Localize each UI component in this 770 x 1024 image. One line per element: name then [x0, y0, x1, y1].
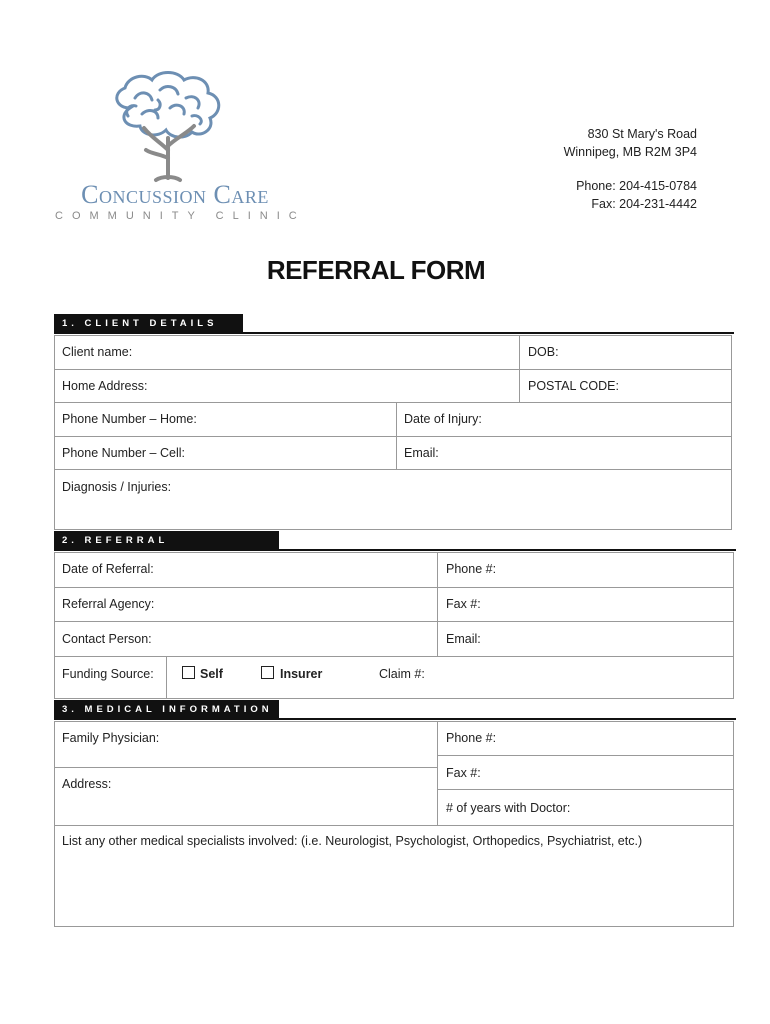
row-divider: [54, 656, 734, 657]
row-divider: [54, 825, 734, 826]
contact-phone: Phone: 204-415-0784: [576, 179, 697, 193]
date-of-referral-field[interactable]: Date of Referral:: [62, 562, 154, 576]
row-divider: [54, 369, 732, 370]
funding-source-label: Funding Source:: [62, 667, 154, 681]
medical-information-table: [54, 721, 734, 927]
referral-phone-field[interactable]: Phone #:: [446, 562, 497, 576]
section-rule: [54, 549, 736, 551]
phone-cell-field[interactable]: Phone Number – Cell:: [62, 446, 185, 460]
col-divider: [166, 656, 167, 699]
row-divider: [54, 436, 732, 437]
date-of-injury-field[interactable]: Date of Injury:: [404, 412, 482, 426]
family-physician-field[interactable]: Family Physician:: [62, 731, 160, 745]
postal-code-field[interactable]: POSTAL CODE:: [528, 379, 619, 393]
referral-fax-field[interactable]: Fax #:: [446, 597, 481, 611]
insurer-label: Insurer: [280, 667, 323, 681]
clinic-subtitle: COMMUNITY CLINIC: [55, 210, 306, 222]
referral-email-field[interactable]: Email:: [446, 632, 481, 646]
dob-field[interactable]: DOB:: [528, 345, 559, 359]
home-address-field[interactable]: Home Address:: [62, 379, 148, 393]
physician-phone-field[interactable]: Phone #:: [446, 731, 497, 745]
row-divider: [54, 402, 732, 403]
physician-address-field[interactable]: Address:: [62, 777, 112, 791]
page-title: REFERRAL FORM: [266, 255, 486, 285]
row-divider: [54, 767, 437, 768]
years-with-doctor-field[interactable]: # of years with Doctor:: [446, 801, 571, 815]
section-rule: [54, 718, 736, 720]
col-divider: [519, 335, 520, 402]
section-referral-information-header: 2. REFERRAL INFORMATION: [54, 531, 279, 550]
col-divider: [396, 402, 397, 469]
client-details-table: [54, 335, 732, 530]
contact-fax: Fax: 204-231-4442: [591, 197, 697, 211]
diagnosis-field[interactable]: Diagnosis / Injuries:: [62, 480, 172, 494]
address-street: 830 St Mary's Road: [587, 127, 697, 141]
section-rule: [54, 332, 734, 334]
self-checkbox[interactable]: [182, 666, 195, 679]
address-city: Winnipeg, MB R2M 3P4: [563, 145, 697, 159]
row-divider: [54, 621, 734, 622]
row-divider: [437, 755, 734, 756]
section-client-details-header: 1. CLIENT DETAILS: [54, 314, 243, 333]
client-email-field[interactable]: Email:: [404, 446, 439, 460]
medical-specialists-field[interactable]: List any other medical specialists involved: (i.e. Neurologist, Psychologist, Orthopedics, Psychiatrist, etc.): [62, 834, 643, 848]
clinic-name: Concussion Care: [81, 180, 269, 209]
tree-brain-icon: [100, 68, 235, 188]
col-divider: [437, 721, 438, 825]
client-name-field[interactable]: Client name:: [62, 345, 133, 359]
self-label: Self: [200, 667, 223, 681]
row-divider: [437, 789, 734, 790]
physician-fax-field[interactable]: Fax #:: [446, 766, 481, 780]
phone-home-field[interactable]: Phone Number – Home:: [62, 412, 197, 426]
contact-person-field[interactable]: Contact Person:: [62, 632, 152, 646]
row-divider: [54, 587, 734, 588]
row-divider: [54, 469, 732, 470]
referral-agency-field[interactable]: Referral Agency:: [62, 597, 155, 611]
col-divider: [437, 552, 438, 656]
claim-number-field[interactable]: Claim #:: [379, 667, 425, 681]
section-medical-information-header: 3. MEDICAL INFORMATION: [54, 700, 279, 719]
insurer-checkbox[interactable]: [261, 666, 274, 679]
